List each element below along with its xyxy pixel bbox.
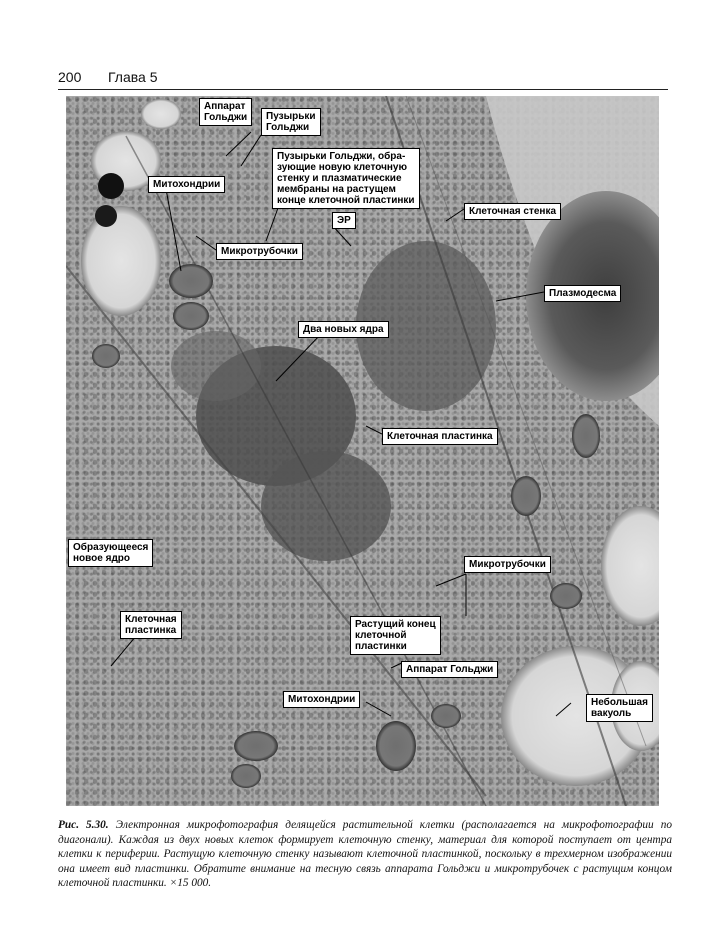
- label-growing-end-cell-plate: Растущий конец клеточной пластинки: [350, 616, 441, 655]
- label-cell-plate-middle: Клеточная пластинка: [382, 428, 498, 445]
- label-plasmodesma: Плазмодесма: [544, 285, 621, 302]
- figure-number: Рис. 5.30.: [58, 819, 109, 831]
- label-two-new-nuclei: Два новых ядра: [298, 321, 389, 338]
- label-mitochondria-top: Митохондрии: [148, 176, 225, 193]
- label-cell-plate-left: Клеточная пластинка: [120, 611, 182, 639]
- label-golgi-apparatus-bottom: Аппарат Гольджи: [401, 661, 498, 678]
- page-number: 200: [58, 69, 82, 85]
- running-head: [58, 67, 668, 90]
- label-microtubules-top: Микротрубочки: [216, 243, 303, 260]
- label-small-vacuole: Небольшая вакуоль: [586, 694, 653, 722]
- label-golgi-vesicles-forming-wall: Пузырьки Гольджи, обра- зующие новую клеточную стенку и плазматические мембраны на растущем конце клеточной пластинки: [272, 148, 420, 209]
- label-er: ЭР: [332, 212, 356, 229]
- label-golgi-apparatus-top: Аппарат Гольджи: [199, 98, 252, 126]
- figure-caption: [58, 818, 672, 891]
- label-forming-new-nucleus: Образующееся новое ядро: [68, 539, 153, 567]
- electron-micrograph: [66, 96, 659, 806]
- label-cell-wall: Клеточная стенка: [464, 203, 561, 220]
- chapter-title: Глава 5: [108, 69, 158, 85]
- caption-text: Электронная микрофотография делящейся растительной клетки (располагается на микрофотографии по диагонали). Каждая из двух новых клеток формирует клеточную стенку, материал для которой поступает от центра клетки к периферии. Растущую клеточную стенку называют клеточной пластинкой, поскольку в трехмерном изображении она имеет вид пластинки. Обратите внимание на тесную связь аппарата Гольджи и микротрубочек с растущим концом клеточной пластинки. ×15 000.: [58, 819, 672, 890]
- label-mitochondria-bottom: Митохондрии: [283, 691, 360, 708]
- label-golgi-vesicles: Пузырьки Гольджи: [261, 108, 321, 136]
- label-microtubules-right: Микротрубочки: [464, 556, 551, 573]
